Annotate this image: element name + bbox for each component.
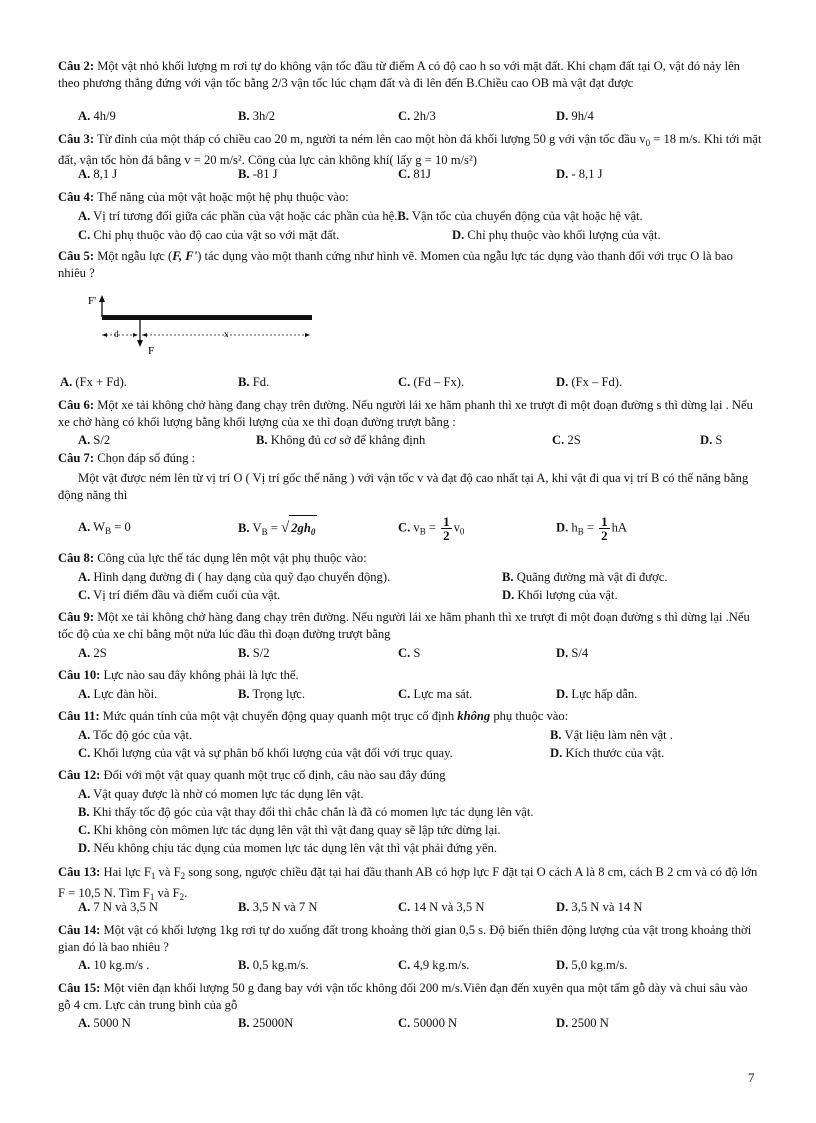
question-6: Câu 6: Một xe tải không chở hàng đang chạy trên đường. Nếu người lái xe hãm phanh thì xe trượt đi một đoạn đường s thì dừng lại . Nếu xe chở hàng có khối lượng bằng khối lượng của xe thì đoạn đường trượt bằng :: [58, 398, 753, 429]
dim-arrow-x-left: [142, 333, 147, 337]
dim-arrow-d-right: [133, 333, 138, 337]
question-10: Câu 10: Lực nào sau đây không phải là lực thế.: [58, 668, 299, 682]
question-9: Câu 9: Một xe tải không chở hàng đang chạy trên đường. Nếu người lái xe hãm phanh thì xe trượt đi một đoạn đường s thì dừng lại .Nếu tốc độ của xe chỉ bằng một nửa lúc đầu thì đoạn đường trượt bằng: [58, 610, 750, 641]
question-15-options: [78, 1015, 768, 1032]
question-7-options: [78, 514, 768, 543]
question-4-options-ab: A. Vị trí tương đối giữa các phần của vật hoặc các phần của hệ.B. Vận tốc của chuyển động của vật hoặc hệ vật.: [78, 209, 643, 223]
option-c: C. $v_B$ = $\frac{1}{2}$ $v_0$: [398, 514, 465, 543]
label-f-prime: F': [88, 295, 97, 307]
option-c: C. 50000 N: [398, 1016, 458, 1030]
option-c: C. 81J: [398, 167, 431, 181]
option-b: B. Quãng đường mà vật đi được.: [502, 570, 668, 584]
question-14: Câu 14: Một vật có khối lượng 1kg rơi tự do xuống đất trong khoảng thời gian 0,5 s. Độ biến thiên động lượng của vật trong khoảng thời gian đó là bao nhiêu ?: [58, 923, 752, 954]
question-8: Câu 8: Công của lực thế tác dụng lên một vật phụ thuộc vào:: [58, 551, 367, 565]
option-d: D. 2500 N: [556, 1016, 609, 1030]
option-c: C. Lực ma sát.: [398, 687, 473, 701]
option-a: A. 2S: [78, 646, 107, 660]
option-d: D. Chỉ phụ thuộc vào khối lượng của vật.: [452, 228, 661, 242]
option-d: D. 5,0 kg.m/s.: [556, 958, 628, 972]
option-a: A. Lực đàn hồi.: [78, 687, 158, 701]
option-b: B. $V_B$ = √ $2gh_0$: [238, 515, 317, 544]
option-b: B. 3,5 N và 7 N: [238, 900, 318, 914]
option-b: B. Trọng lực.: [238, 687, 306, 701]
question-8-options-ab: [78, 569, 768, 586]
option-a: A. 7 N và 3,5 N: [78, 900, 159, 914]
option-a: A. Hình dạng đường đi ( hay dạng của quỹ đạo chuyển động).: [78, 570, 391, 584]
question-11-options-cd: [78, 745, 768, 762]
option-c: C. 2h/3: [398, 109, 436, 123]
question-5-options: [60, 374, 768, 391]
page-number: 7: [748, 1070, 755, 1085]
question-5: Câu 5: Một ngẫu lực (F, F') tác dụng vào một thanh cứng như hình vẽ. Momen của ngẫu lực tác dụng vào thanh đối với trục O là bao nhiêu ?: [58, 249, 733, 280]
option-b: B. -81 J: [238, 167, 278, 181]
option-d: D. S: [700, 433, 723, 447]
option-a: A. $W_B = 0$: [78, 520, 131, 536]
question-4: Câu 4: Thế năng của một vật hoặc một hệ phụ thuộc vào:: [58, 190, 349, 204]
rigid-bar: [102, 315, 312, 320]
question-4-options-cd: [78, 227, 768, 244]
label-d: d: [114, 329, 119, 339]
option-a: A. 4h/9: [78, 109, 116, 123]
arrowhead-bottom: [137, 340, 143, 347]
option-c: C. Chỉ phụ thuộc vào độ cao của vật so với mặt đất.: [78, 228, 340, 242]
question-13: Câu 13: Hai lực $F_1$ và $F_2$ song song, ngược chiều đặt tại hai đầu thanh AB có hợp lực F đặt tại O cách A là 8 cm, cách B 2 cm và có độ lớn F = 10,5 N. Tìm $F_1$ và $F_2$.: [58, 865, 758, 902]
option-b: B. Không đủ cơ sở để khẳng định: [256, 433, 426, 447]
option-b: B. 0,5 kg.m/s.: [238, 958, 309, 972]
option-c: C. 2S: [552, 433, 581, 447]
option-d: D. Kích thước của vật.: [550, 746, 665, 760]
question-10-options: [78, 686, 768, 703]
option-c: C. 4,9 kg.m/s.: [398, 958, 470, 972]
option-a: A. (Fx + Fd).: [60, 375, 127, 389]
question-3: Câu 3: Từ đỉnh của một tháp có chiều cao 20 m, người ta ném lên cao một hòn đá khối lượng 50 g với vận tốc đầu $v_0 = 18$ m/s. Khi tới mặt đất, vận tốc hòn đá bằng v = 20 m/s². Công của lực cản không khí( lấy g = 10 m/s²): [58, 132, 762, 167]
option-a: A. 8,1 J: [78, 167, 118, 181]
couple-force-diagram: [84, 293, 324, 363]
question-12-option-a: A. Vật quay được là nhờ có momen lực tác dụng lên vật.: [78, 787, 364, 801]
option-c: C. (Fd – Fx).: [398, 375, 465, 389]
option-a: A. S/2: [78, 433, 111, 447]
question-14-options: [78, 957, 768, 974]
question-3-options: [78, 166, 768, 183]
option-d: D. 3,5 N và 14 N: [556, 900, 643, 914]
option-b: B. S/2: [238, 646, 270, 660]
option-c: C. Vị trí điểm đầu và điểm cuối của vật.: [78, 588, 281, 602]
question-7: Câu 7: Chọn đáp số đúng :: [58, 451, 196, 465]
dim-arrow-x-right: [305, 333, 310, 337]
question-2: Câu 2: Một vật nhỏ khối lượng m rơi tự do không vận tốc đầu từ điểm A có độ cao h so với mặt đất. Khi chạm đất tại O, vật đó nảy lên theo phương thẳng đứng với vận tốc bằng 2/3 vận tốc lúc chạm đất và đi lên đến B.Chiều cao OB mà vật đạt được: [58, 59, 740, 90]
option-d: D. (Fx – Fd).: [556, 375, 623, 389]
question-6-options: [78, 432, 768, 449]
option-d: D. $h_B$ = $\frac{1}{2}$ hA: [556, 514, 628, 543]
question-15: Câu 15: Một viên đạn khối lượng 50 g đang bay với vận tốc không đổi 200 m/s.Viên đạn đến xuyên qua một tấm gỗ dày và chui sâu vào gỗ 4 cm. Lực cản trung bình của gỗ: [58, 981, 748, 1012]
option-c: C. S: [398, 646, 421, 660]
option-a: A. Tốc độ góc của vật.: [78, 728, 193, 742]
label-f: F: [148, 345, 155, 357]
option-d: D. 9h/4: [556, 109, 594, 123]
option-d: D. Lực hấp dẫn.: [556, 687, 638, 701]
question-12-option-c: C. Khi không còn mômen lực tác dụng lên vật thì vật đang quay sẽ lập tức dừng lại.: [78, 823, 501, 837]
arrowhead-top: [99, 295, 105, 302]
question-8-options-cd: [78, 587, 768, 604]
question-2-options: [78, 108, 768, 125]
option-a: A. 10 kg.m/s .: [78, 958, 150, 972]
option-d: D. - 8,1 J: [556, 167, 603, 181]
option-a: A. 5000 N: [78, 1016, 131, 1030]
question-7-body: Một vật được ném lên từ vị trí O ( Vị trí gốc thế năng ) với vận tốc v và đạt độ cao nhất tại A, khi vật đi qua vị trí B có thế năng bằng động năng thì: [58, 471, 749, 502]
question-9-options: [78, 645, 768, 662]
option-b: B. 25000N: [238, 1016, 294, 1030]
question-13-options: [78, 899, 768, 916]
option-b: B. Fd.: [238, 375, 270, 389]
question-12-option-b: B. Khi thấy tốc độ góc của vật thay đổi thì chắc chắn là đã có momen lực tác dụng lên vật.: [78, 805, 534, 819]
option-c: C. Khối lượng của vật và sự phân bố khối lượng của vật đối với trục quay.: [78, 746, 453, 760]
label-x: x: [224, 329, 229, 339]
question-11: Câu 11: Mức quán tính của một vật chuyển động quay quanh một trục cố định không phụ thuộc vào:: [58, 709, 569, 723]
question-11-options-ab: [78, 727, 768, 744]
question-12-option-d: D. Nếu không chịu tác dụng của momen lực tác dụng lên vật thì vật phải đứng yên.: [78, 841, 498, 855]
option-d: D. Khối lượng của vật.: [502, 588, 618, 602]
option-c: C. 14 N và 3,5 N: [398, 900, 485, 914]
dim-arrow-d-left: [102, 333, 107, 337]
question-12: Câu 12: Đối với một vật quay quanh một trục cố định, câu nào sau đây đúng: [58, 768, 446, 782]
option-b: B. 3h/2: [238, 109, 276, 123]
option-d: D. S/4: [556, 646, 589, 660]
option-b: B. Vật liệu làm nên vật .: [550, 728, 673, 742]
